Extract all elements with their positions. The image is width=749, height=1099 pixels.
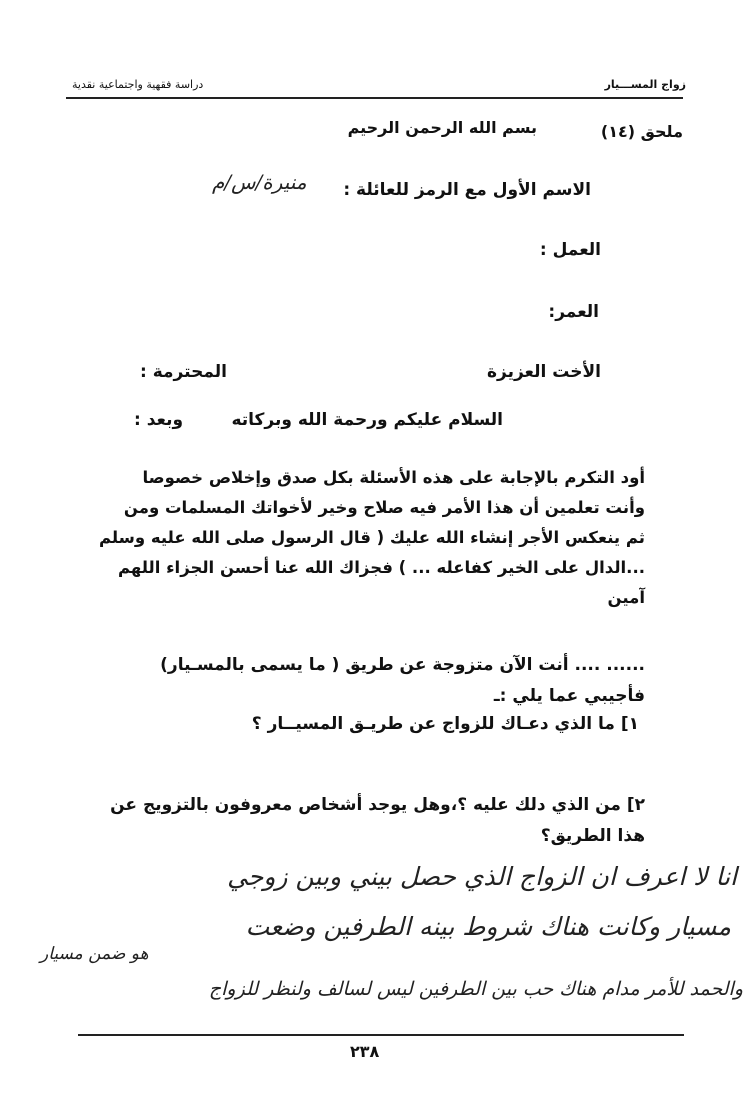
intro-line: وأنت تعلمين أن هذا الأمر فيه صلاح وخير لأخواتك المسلمات ومن [123, 498, 645, 517]
respected-label: المحترمة : [140, 362, 227, 382]
footer-rule [78, 1034, 684, 1036]
handwritten-answer-line: انا لا اعرف ان الزواج الذي حصل بيني وبين زوجي [227, 862, 737, 891]
handwritten-answer-insert: هو ضمن مسيار [40, 944, 149, 964]
greeting-main: السلام عليكم ورحمة الله وبركاته [231, 410, 503, 430]
age-label: العمر: [548, 302, 599, 322]
answer-prompt: فأجيبي عما يلي :ـ [493, 686, 645, 706]
question-2: ٢] من الذي دلك عليه ؟،وهل يوجد أشخاص معروفون بالتزويج عن [110, 795, 645, 815]
intro-line: أود التكرم بالإجابة على هذه الأسئلة بكل صدق وإخلاص خصوصا [142, 468, 645, 487]
appendix-label: ملحق (١٤) [600, 122, 683, 141]
running-header-subtitle: دراسة فقهية واجتماعية نقدية [72, 78, 204, 91]
intro-line: آمين [607, 588, 645, 607]
question-2-continued: هذا الطريق؟ [540, 826, 645, 846]
intro-line: ثم ينعكس الأجر إنشاء الله عليك ( قال الرسول صلى الله عليه وسلم [98, 528, 645, 547]
intro-paragraph [75, 463, 645, 613]
header-rule [66, 97, 683, 99]
running-header-title: زواج المســـيار [604, 78, 686, 91]
name-handwritten-value: منيرة/س/م [212, 170, 307, 194]
intro-line: ...الدال على الخير كفاعله ... ) فجزاك الله عنا أحسن الجزاء اللهم [117, 558, 645, 577]
name-label: الاسم الأول مع الرمز للعائلة : [343, 180, 591, 200]
basmala: بسم الله الرحمن الرحيم [347, 118, 537, 137]
question-1: ١] ما الذي دعـاك للزواج عن طريـق المسيــار ؟ [251, 714, 639, 734]
married-line: ...... .... أنت الآن متزوجة عن طريق ( ما يسمى بالمسـيار) [160, 655, 645, 675]
greeting-after: وبعد : [134, 410, 184, 430]
sister-label: الأخت العزيزة [486, 362, 601, 382]
page-number: ٢٣٨ [350, 1042, 380, 1061]
handwritten-answer-line: والحمد للأمر مدام هناك حب بين الطرفين ليس لسالف ولنظر للزواج [208, 978, 743, 1000]
work-label: العمل : [539, 240, 601, 260]
handwritten-answer-line: مسيار وكانت هناك شروط بينه الطرفين وضعت [245, 912, 731, 941]
